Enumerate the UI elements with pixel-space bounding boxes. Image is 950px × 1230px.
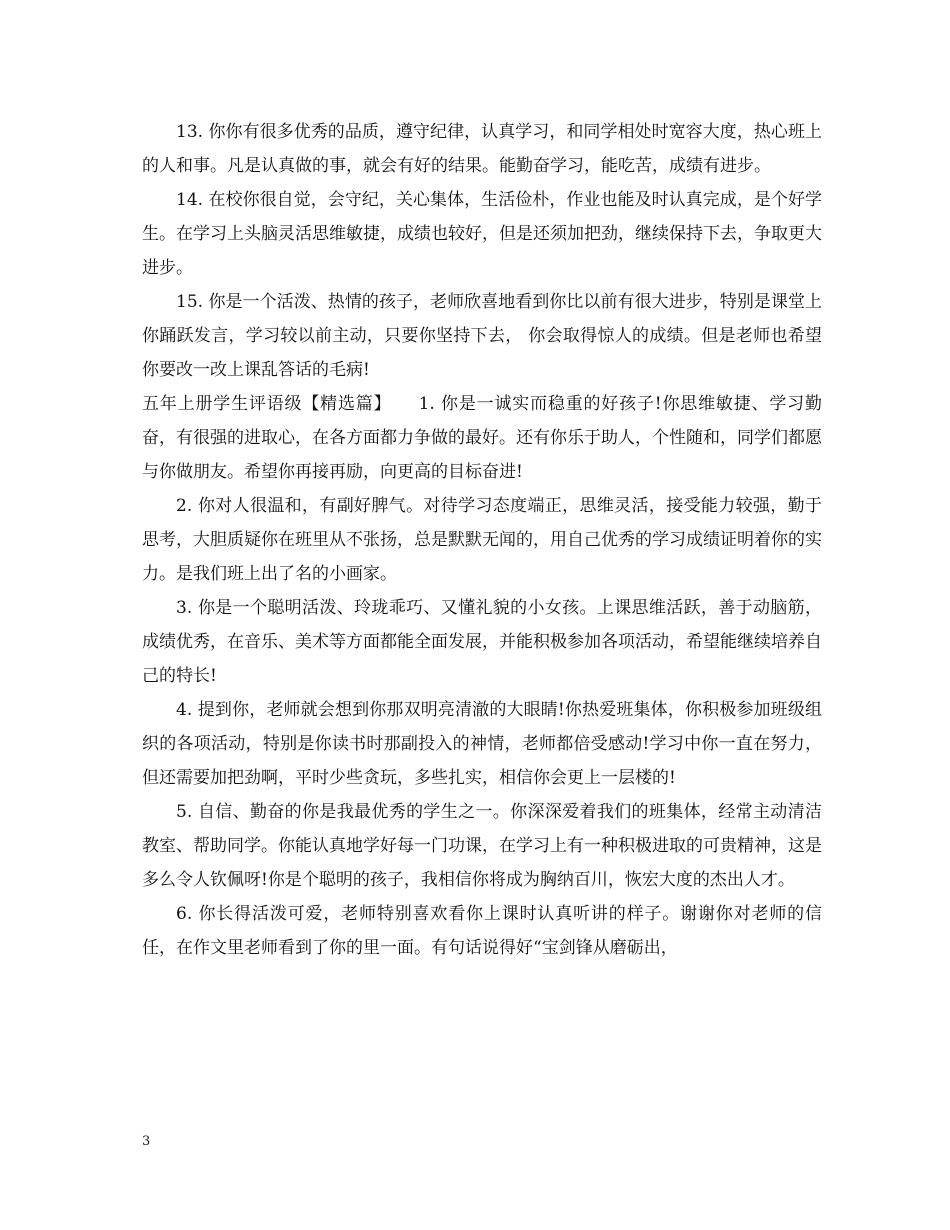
comment-paragraph-6: 6. 你长得活泼可爱，老师特别喜欢看你上课时认真听讲的样子。谢谢你对老师的信任，在作文里老师看到了你的里一面。有句话说得好“宝剑锋从磨砺出，	[142, 904, 822, 958]
comment-paragraph-3: 3. 你是一个聪明活泼、玲珑乖巧、又懂礼貌的小女孩。上课思维活跃，善于动脑筋，成绩优秀，在音乐、美术等方面都能全面发展，并能积极参加各项活动，希望能继续培养自己的特长!	[142, 598, 822, 686]
comment-paragraph-14: 14. 在校你很自觉，会守纪，关心集体，生活俭朴，作业也能及时认真完成，是个好学生。在学习上头脑灵活思维敏捷，成绩也较好，但是还须加把劲，继续保持下去，争取更大进步。	[142, 190, 822, 278]
section-heading-with-comment-1: 五年上册学生评语级【精选篇】 1. 你是一诚实而稳重的好孩子!你思维敏捷、学习勤奋，有很强的进取心，在各方面都力争做的最好。还有你乐于助人，个性随和，同学们都愿与你做朋友。希望你再接再励，向更高的目标奋进!	[142, 394, 822, 482]
comment-paragraph-5: 5. 自信、勤奋的你是我最优秀的学生之一。你深深爱着我们的班集体，经常主动清洁教室、帮助同学。你能认真地学好每一门功课，在学习上有一种积极进取的可贵精神，这是多么令人钦佩呀!你是个聪明的孩子，我相信你将成为胸纳百川，恢宏大度的杰出人才。	[142, 802, 822, 890]
comment-paragraph-4: 4. 提到你，老师就会想到你那双明亮清澈的大眼睛!你热爱班集体，你积极参加班级组织的各项活动，特别是你读书时那副投入的神情，老师都倍受感动!学习中你一直在努力，但还需要加把劲啊，平时少些贪玩，多些扎实，相信你会更上一层楼的!	[142, 700, 822, 788]
page-number: 3	[142, 1134, 151, 1149]
document-body	[142, 115, 822, 965]
comment-paragraph-2: 2. 你对人很温和，有副好脾气。对待学习态度端正，思维灵活，接受能力较强，勤于思考，大胆质疑你在班里从不张扬，总是默默无闻的，用自己优秀的学习成绩证明着你的实力。是我们班上出了名的小画家。	[142, 496, 822, 584]
comment-paragraph-13: 13. 你你有很多优秀的品质，遵守纪律，认真学习，和同学相处时宽容大度，热心班上的人和事。凡是认真做的事，就会有好的结果。能勤奋学习，能吃苦，成绩有进步。	[142, 122, 822, 176]
comment-paragraph-15: 15. 你是一个活泼、热情的孩子，老师欣喜地看到你比以前有很大进步，特别是课堂上你踊跃发言，学习较以前主动，只要你坚持下去， 你会取得惊人的成绩。但是老师也希望你要改一改上课乱答话的毛病!	[142, 292, 822, 380]
